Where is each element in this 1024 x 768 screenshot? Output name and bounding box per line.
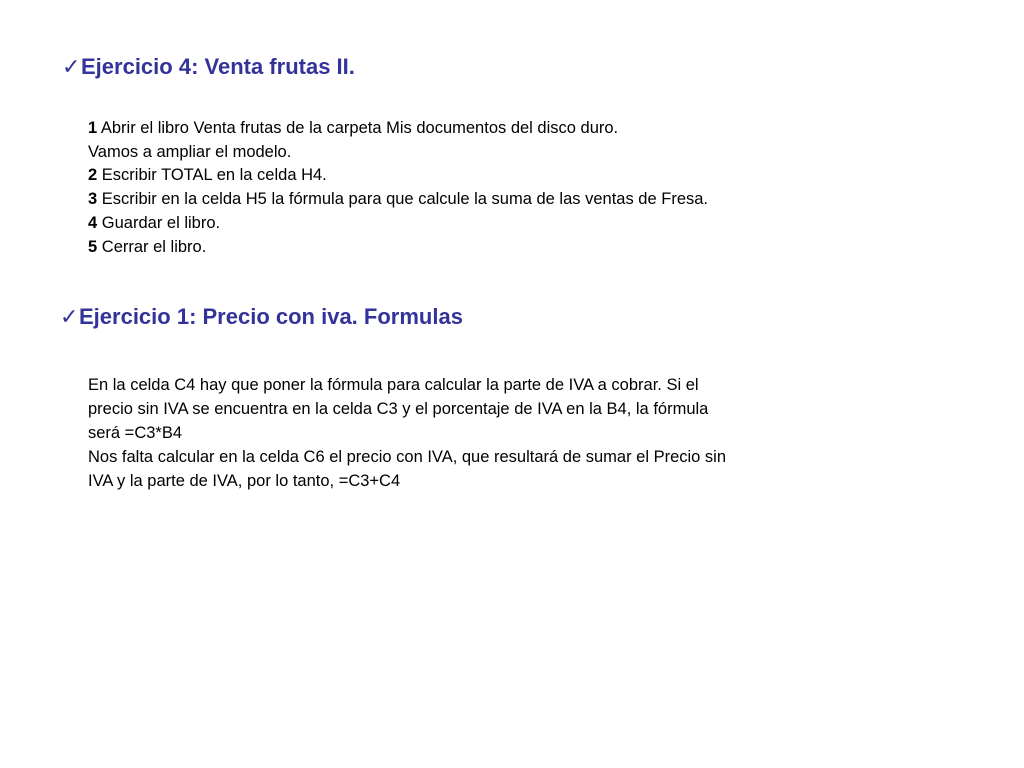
paragraph-line: En la celda C4 hay que poner la fórmula para calcular la parte de IVA a cobrar. Si el xyxy=(88,376,699,394)
exercise-1-description xyxy=(88,373,878,493)
paragraph-line: IVA y la parte de IVA, por lo tanto, =C3+C4 xyxy=(88,472,401,490)
step-text: Escribir TOTAL en la celda H4. xyxy=(101,166,327,185)
step-number: 1 xyxy=(88,119,98,137)
step-item xyxy=(88,117,948,141)
step-text: Abrir el libro Venta frutas de la carpeta Mis documentos del disco duro. xyxy=(100,119,619,137)
exercise-4-title: Ejercicio 4: Venta frutas II. xyxy=(81,54,355,79)
step-number: 5 xyxy=(88,237,98,256)
exercise-1-heading xyxy=(60,304,463,330)
step-text: Cerrar el libro. xyxy=(101,237,207,256)
step-number: 4 xyxy=(88,213,98,232)
step-text: Vamos a ampliar el modelo. xyxy=(88,142,292,161)
step-text: Escribir en la celda H5 la fórmula para que calcule la suma de las ventas de Fresa. xyxy=(101,190,709,209)
step-number: 2 xyxy=(88,166,98,185)
step-item xyxy=(88,164,948,188)
exercise-4-heading xyxy=(62,54,355,80)
step-item xyxy=(88,188,948,212)
step-item xyxy=(88,212,948,236)
paragraph-line: precio sin IVA se encuentra en la celda C3 y el porcentaje de IVA en la B4, la fórmula xyxy=(88,400,709,418)
exercise-1-title: Ejercicio 1: Precio con iva. Formulas xyxy=(79,304,463,329)
checkmark-icon: ✓ xyxy=(62,54,81,79)
paragraph-line: será =C3*B4 xyxy=(88,424,183,442)
checkmark-icon: ✓ xyxy=(60,304,79,329)
step-item xyxy=(88,236,948,260)
paragraph-line: Nos falta calcular en la celda C6 el precio con IVA, que resultará de sumar el Precio sin xyxy=(88,448,727,466)
step-item xyxy=(88,141,948,165)
step-text: Guardar el libro. xyxy=(101,213,221,232)
exercise-4-steps xyxy=(88,117,948,259)
step-number: 3 xyxy=(88,190,98,209)
